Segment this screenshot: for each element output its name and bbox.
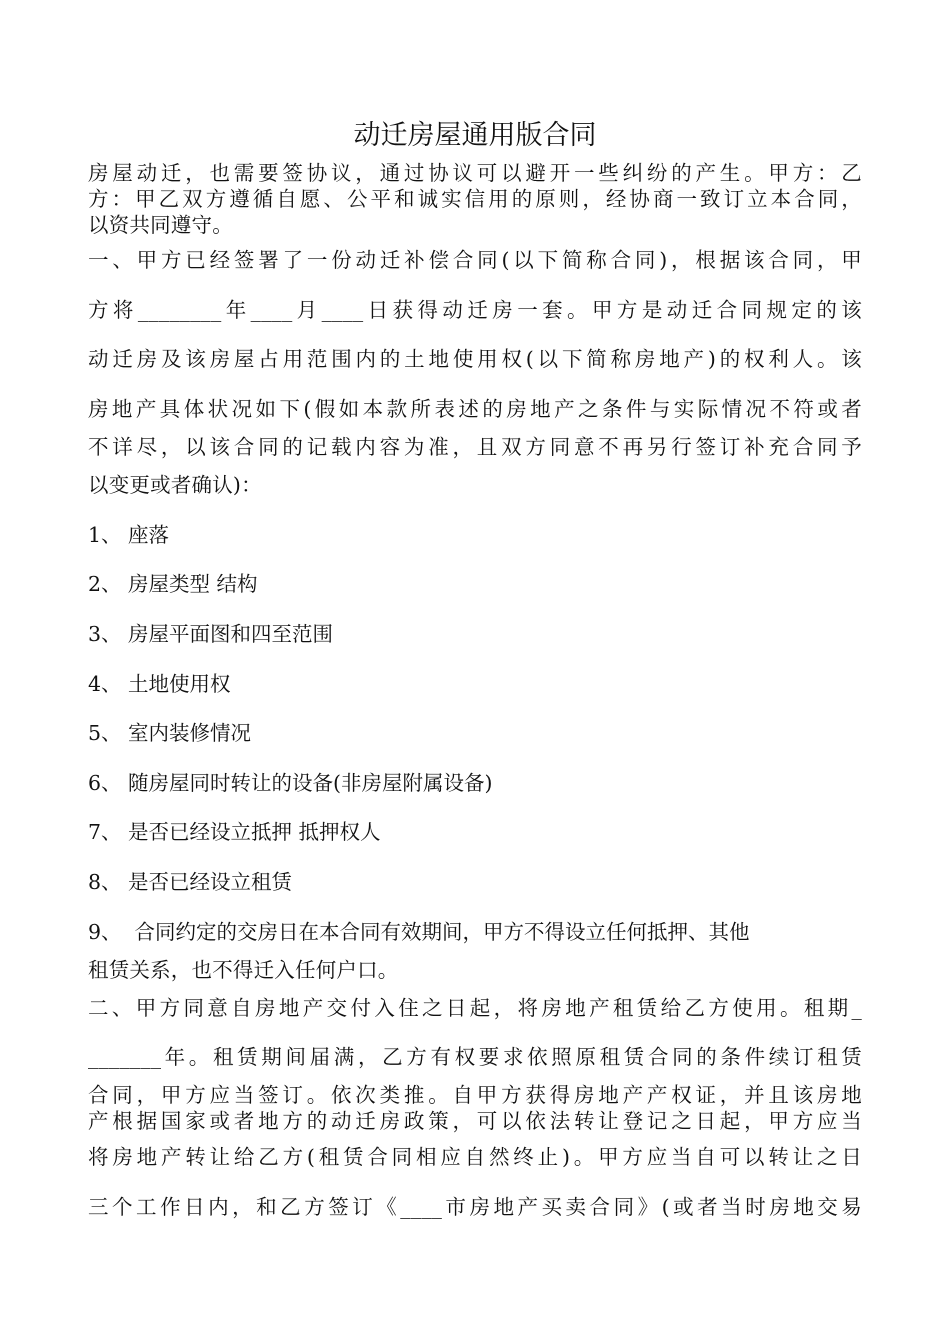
intro-line-1: 房屋动迁，也需要签协议，通过协议可以避开一些纠纷的产生。甲方：乙 <box>88 161 862 185</box>
section1-line-5: 不详尽，以该合同的记载内容为准，且双方同意不再另行签订补充合同予 <box>88 435 862 459</box>
item-number: 2、 <box>88 572 122 596</box>
section2-line-3: 合同，甲方应当签订。依次类推。自甲方获得房地产产权证，并且该房地 <box>88 1083 862 1107</box>
document-title: 动迁房屋通用版合同 <box>353 120 597 151</box>
item-number: 3、 <box>88 622 122 646</box>
item-number: 7、 <box>88 820 122 844</box>
item-text: 是否已经设立租赁 <box>128 870 292 894</box>
item-text: 是否已经设立抵押 抵押权人 <box>128 820 381 844</box>
section2-line-4: 产根据国家或者地方的动迁房政策，可以依法转让登记之日起，甲方应当 <box>88 1109 862 1133</box>
section2-line-5: 将房地产转让给乙方(租赁合同相应自然终止)。甲方应当自可以转让之日 <box>88 1145 862 1169</box>
item-number: 9、 <box>88 920 122 944</box>
item-text: 座落 <box>128 523 169 547</box>
section1-line-6: 以变更或者确认)： <box>88 473 262 497</box>
item-text: 室内装修情况 <box>128 721 251 745</box>
section2-line-1: 二、甲方同意自房地产交付入住之日起，将房地产租赁给乙方使用。租期_ <box>88 996 862 1020</box>
list-item <box>88 919 750 945</box>
item-number: 6、 <box>88 771 122 795</box>
list-item <box>88 571 258 597</box>
section1-line-4: 房地产具体状况如下(假如本款所表述的房地产之条件与实际情况不符或者 <box>88 397 862 421</box>
item-text: 随房屋同时转让的设备(非房屋附属设备) <box>128 771 493 795</box>
list-item <box>88 869 292 895</box>
item9-continuation: 租赁关系，也不得迁入任何户口。 <box>88 958 399 982</box>
section2-line-2: _______年。租赁期间届满，乙方有权要求依照原租赁合同的条件续订租赁 <box>88 1045 862 1069</box>
list-item <box>88 720 251 746</box>
item-text: 房屋平面图和四至范围 <box>128 622 333 646</box>
item-number: 4、 <box>88 672 122 696</box>
section1-line-2: 方将________年____月____日获得动迁房一套。甲方是动迁合同规定的该 <box>88 298 862 322</box>
item-text: 合同约定的交房日在本合同有效期间，甲方不得设立任何抵押、其他 <box>128 920 750 944</box>
item-text: 房屋类型 结构 <box>128 572 258 596</box>
section1-line-3: 动迁房及该房屋占用范围内的土地使用权(以下简称房地产)的权利人。该 <box>88 347 862 371</box>
list-item <box>88 671 231 697</box>
intro-line-2: 方：甲乙双方遵循自愿、公平和诚实信用的原则，经协商一致订立本合同， <box>88 187 862 211</box>
list-item <box>88 819 381 845</box>
intro-line-3: 以资共同遵守。 <box>88 213 233 237</box>
section2-line-6: 三个工作日内，和乙方签订《____市房地产买卖合同》(或者当时房地交易 <box>88 1195 862 1219</box>
section1-line-1: 一、甲方已经签署了一份动迁补偿合同(以下简称合同)，根据该合同，甲 <box>88 248 862 272</box>
item-text: 土地使用权 <box>128 672 231 696</box>
list-item <box>88 770 493 796</box>
item-number: 1、 <box>88 523 122 547</box>
list-item <box>88 621 333 647</box>
item-number: 5、 <box>88 721 122 745</box>
item-number: 8、 <box>88 870 122 894</box>
list-item <box>88 522 169 548</box>
